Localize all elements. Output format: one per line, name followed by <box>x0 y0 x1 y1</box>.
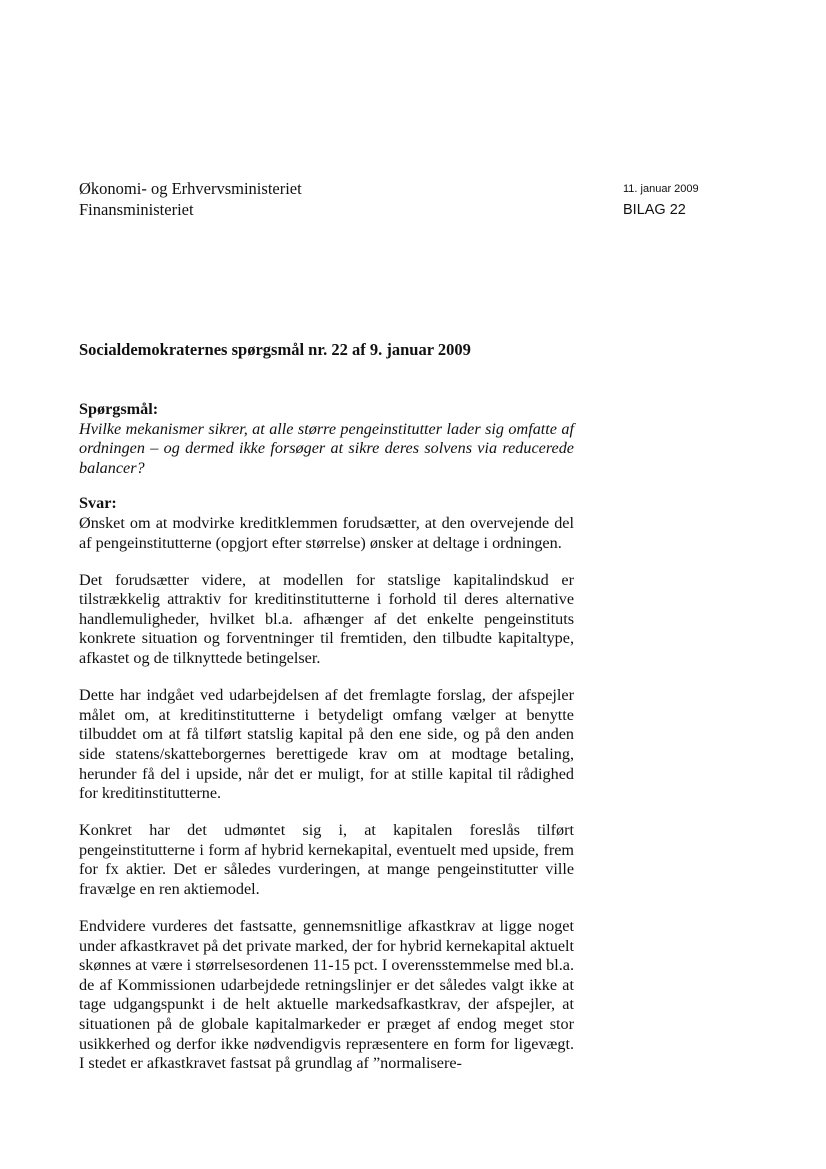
question-section <box>79 400 574 478</box>
document-meta <box>623 182 699 220</box>
answer-paragraph: Det forudsætter videre, at modellen for statslige kapitalindskud er tilstrækkelig attraktiv for kreditinstitutterne i forhold til deres alternative handlemuligheder, hvilket bl.a. afhænger af det enkelte pengeinstituts konkrete situation og forventninger til fremtiden, den tilbudte kapitaltype, afkastet og de tilknyttede betingelser. <box>79 570 574 668</box>
sender-ministry-1: Økonomi- og Erhvervsministeriet <box>79 179 302 198</box>
answer-paragraph: Endvidere vurderes det fastsatte, gennemsnitlige afkastkrav at ligge noget under afkastkravet på det private marked, der for hybrid kernekapital aktuelt skønnes at være i størrelsesordenen 11-15 pct. I overensstemmelse med bl.a. de af Kommissionen udarbejdede retningslinjer er det således valgt ikke at tage udgangspunkt i de helt aktuelle markedsafkastkrav, der afspejler, at situationen på de globale kapitalmarkeder er præget af endog meget stor usikkerhed og derfor ikke nødvendigvis repræsentere en form for ligevægt. I stedet er afkastkravet fastsat på grundlag af ”normalisere- <box>79 917 574 1073</box>
document-title: Socialdemokraternes spørgsmål nr. 22 af 9. januar 2009 <box>79 340 471 359</box>
answer-paragraph: Konkret har det udmøntet sig i, at kapitalen foreslås tilført pengeinstitutterne i form af hybrid kernekapital, eventuelt med upside, frem for fx aktier. Det er således vurderingen, at mange pengeinstitutter ville fravælge en ren aktiemodel. <box>79 821 574 898</box>
document-date: 11. januar 2009 <box>623 183 699 195</box>
question-label: Spørgsmål: <box>79 400 159 418</box>
answer-section <box>79 494 574 1073</box>
answer-paragraph: Ønsket om at modvirke kreditklemmen forudsætter, at den overvejende del af pengeinstitutterne (opgjort efter størrelse) ønsker at deltage i ordningen. <box>79 513 574 552</box>
sender-ministry-2: Finansministeriet <box>79 200 194 219</box>
appendix-label: BILAG 22 <box>623 202 686 218</box>
sender-block <box>79 178 302 220</box>
answer-label: Svar: <box>79 494 117 513</box>
document-body <box>79 400 574 1091</box>
answer-paragraph: Dette har indgået ved udarbejdelsen af det fremlagte forslag, der afspejler målet om, at kreditinstitutterne i betydeligt omfang vælger at benytte tilbuddet om at få tilført statslig kapital på den ene side, og på den anden side statens/skatteborgernes berettigede krav om at modtage betaling, herunder få del i upside, når det er muligt, for at stille kapital til rådighed for kreditinstitutterne. <box>79 686 574 803</box>
question-text: Hvilke mekanismer sikrer, at alle større pengeinstitutter lader sig omfatte af ordningen – og dermed ikke forsøger at sikre deres solvens via reducerede balancer? <box>79 419 574 477</box>
